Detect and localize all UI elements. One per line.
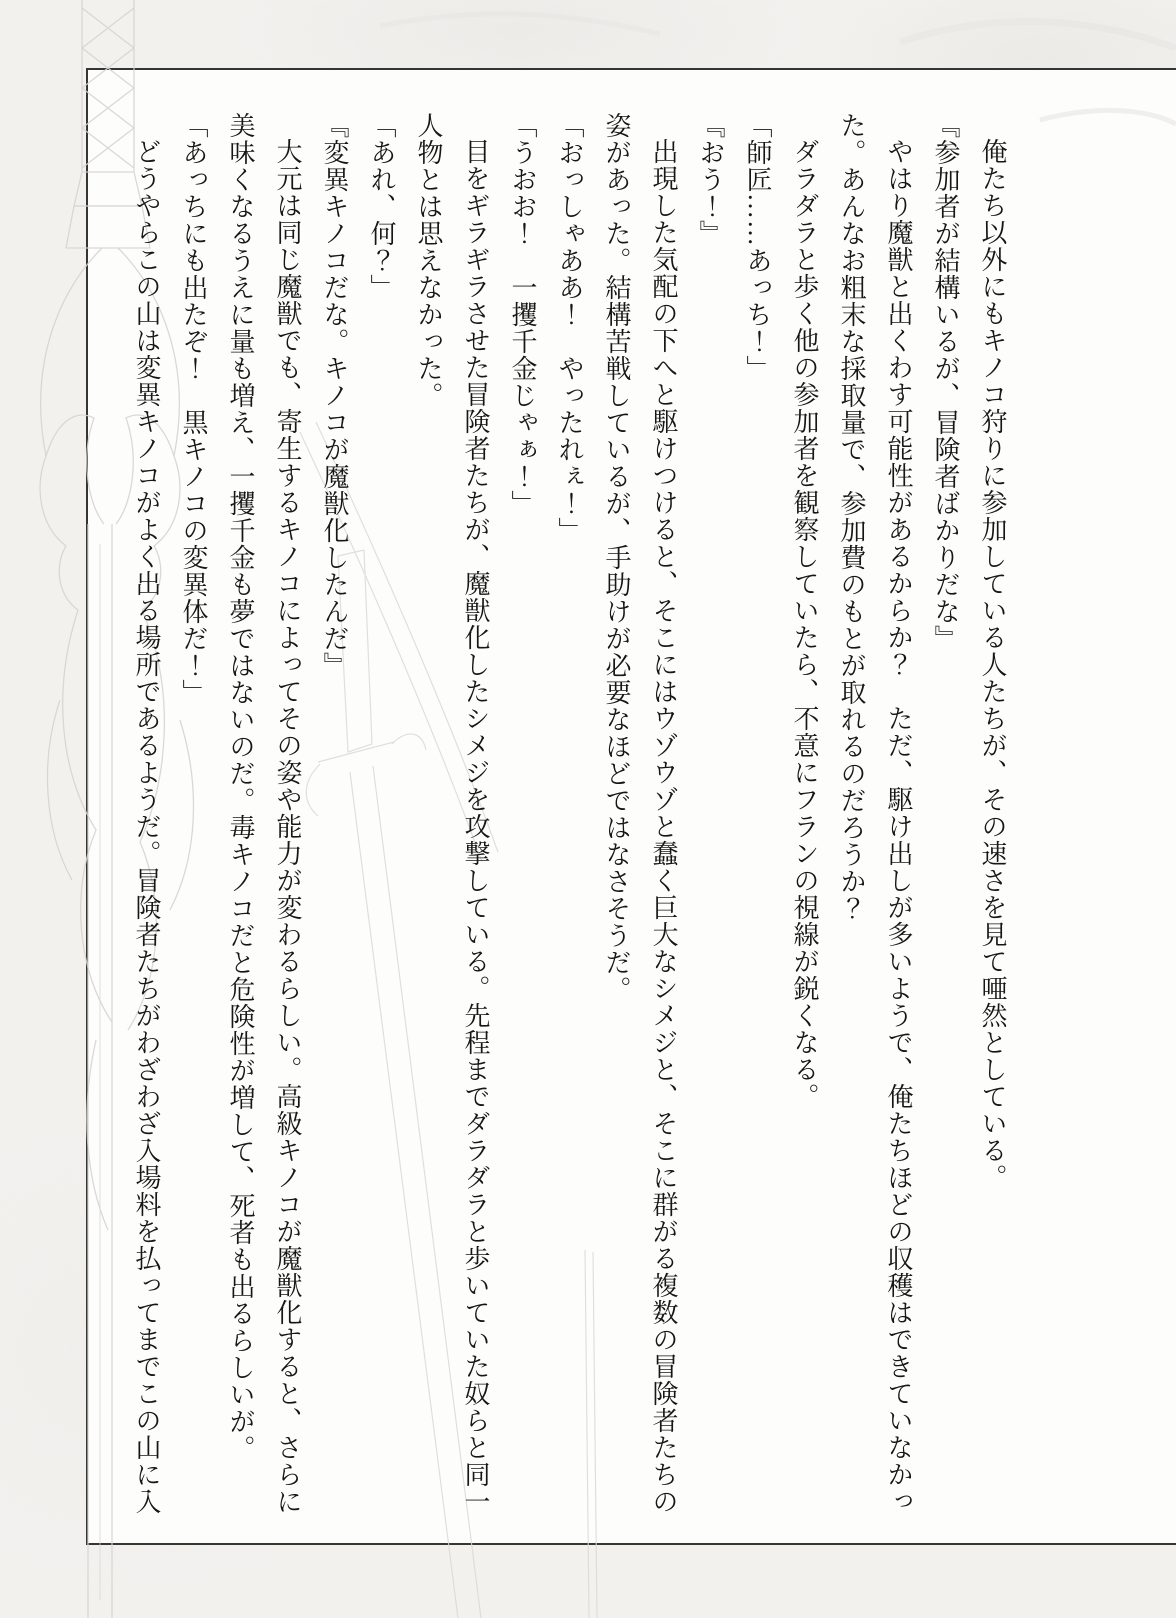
paragraph: 「おっしゃああ！ やったれぇ！」 xyxy=(555,112,584,544)
paragraph: 『参加者が結構いるが、冒険者ばかりだな』 xyxy=(931,112,960,652)
paragraph: 『変異キノコだな。キノコが魔獣化したんだ』 xyxy=(320,112,349,679)
paragraph: どうやらこの山は変異キノコがよく出る場所であるようだ。冒険者たちがわざわざ入場料を払ってまでこの山に入 xyxy=(132,138,161,1515)
paragraph: 「あれ、何？」 xyxy=(367,112,396,301)
paragraph: 「師匠……あっち！」 xyxy=(743,112,772,382)
paragraph: 大元は同じ魔獣でも、寄生するキノコによってその姿や能力が変わるらしい。高級キノコが魔獣化すると、さらに美味くなるうえに量も増え、一攫千金も夢ではないのだ。毒キノコだと危険性が増して、死者も出るらしいが。 xyxy=(226,112,302,1515)
paragraph: やはり魔獣と出くわす可能性があるからか？ ただ、駆け出しが多いようで、俺たちほどの収穫はできていなかった。あんなお粗末な採取量で、参加費のもとが取れるのだろうか？ xyxy=(837,112,913,1515)
paragraph: ダラダラと歩く他の参加者を観察していたら、不意にフランの視線が鋭くなる。 xyxy=(790,138,819,1110)
paragraph: 目をギラギラさせた冒険者たちが、魔獣化したシメジを攻撃している。先程までダラダラと歩いていた奴らと同一人物とは思えなかった。 xyxy=(414,112,490,1515)
paragraph: 「うおお！ 一攫千金じゃぁ！」 xyxy=(508,112,537,517)
paragraph: 「あっちにも出たぞ！ 黒キノコの変異体だ！」 xyxy=(179,112,208,706)
paragraph: 『おう！』 xyxy=(696,112,725,247)
paragraph: 出現した気配の下へと駆けつけると、そこにはウゾウゾと蠢く巨大なシメジと、そこに群がる複数の冒険者たちの姿があった。結構苦戦しているが、手助けが必要なほどではなさそうだ。 xyxy=(602,112,678,1515)
novel-text xyxy=(123,112,1016,1524)
paragraph: 俺たち以外にもキノコ狩りに参加している人たちが、その速さを見て唖然としている。 xyxy=(978,138,1007,1191)
